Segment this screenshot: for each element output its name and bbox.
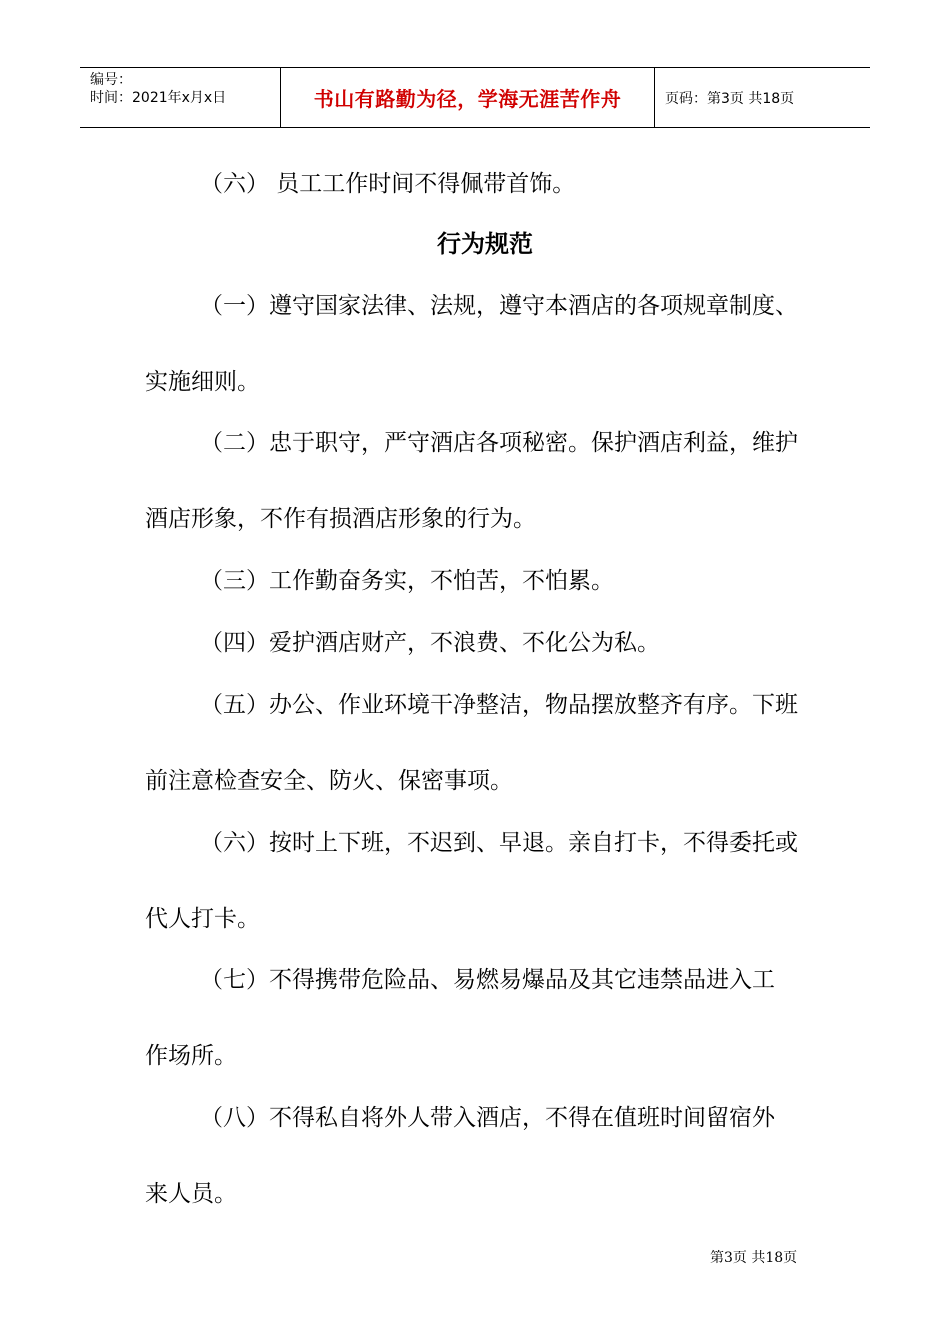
document-date-label: 时间：2021年x月x日 [90, 90, 227, 106]
item-8-line-1: （八）不得私自将外人带入酒店，不得在值班时间留宿外 [200, 1105, 775, 1131]
item-2-line-2: 酒店形象，不作有损酒店形象的行为。 [145, 506, 536, 532]
header-page-label: 页码：第3页 共18页 [665, 90, 795, 107]
item-6-line-2: 代人打卡。 [145, 906, 260, 932]
item-5-line-2: 前注意检查安全、防火、保密事项。 [145, 768, 513, 794]
item-1-line-1: （一）遵守国家法律、法规，遵守本酒店的各项规章制度、 [200, 293, 798, 319]
item-6-line-1: （六）按时上下班，不迟到、早退。亲自打卡，不得委托或 [200, 830, 798, 856]
item-4: （四）爱护酒店财产，不浪费、不化公为私。 [200, 630, 660, 656]
document-header [80, 67, 870, 128]
intro-item: （六） 员工工作时间不得佩带首饰。 [200, 171, 576, 197]
item-8-line-2: 来人员。 [145, 1181, 237, 1207]
item-2-line-1: （二）忠于职守，严守酒店各项秘密。保护酒店利益，维护 [200, 430, 798, 456]
footer-page-number: 第3页 共18页 [710, 1250, 798, 1266]
item-7-line-2: 作场所。 [145, 1043, 237, 1069]
header-meta [80, 68, 281, 127]
item-7-line-1: （七）不得携带危险品、易燃易爆品及其它违禁品进入工 [200, 967, 775, 993]
header-motto: 书山有路勤为径，学海无涯苦作舟 [281, 68, 655, 127]
section-title: 行为规范 [437, 229, 533, 258]
item-5-line-1: （五）办公、作业环境干净整洁，物品摆放整齐有序。下班 [200, 692, 798, 718]
item-1-line-2: 实施细则。 [145, 369, 260, 395]
document-number-label: 编号： [90, 72, 132, 88]
item-3: （三）工作勤奋务实，不怕苦，不怕累。 [200, 568, 614, 594]
